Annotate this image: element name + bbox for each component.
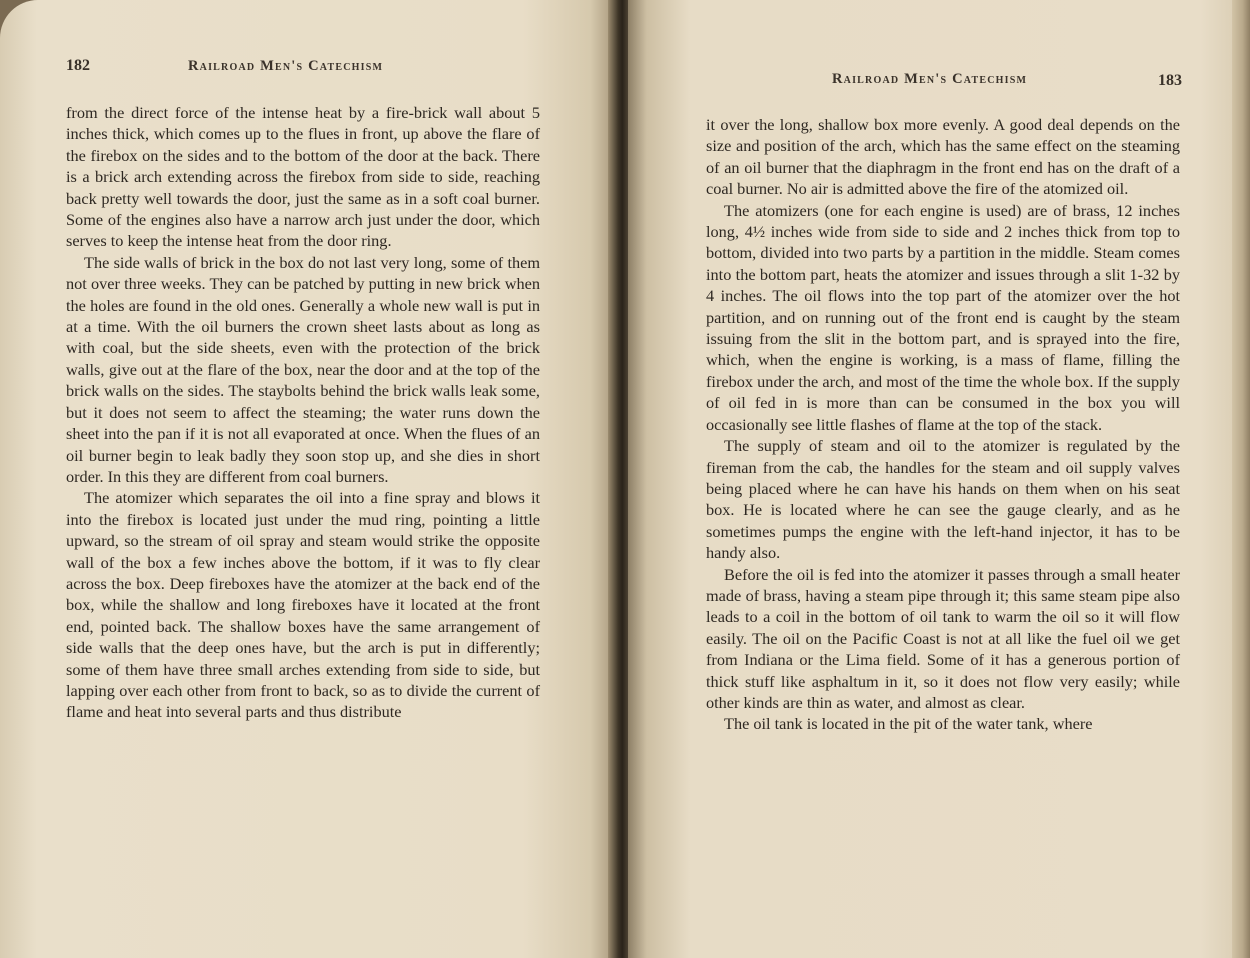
paragraph: it over the long, shallow box more evenly. A good deal depends on the size and position of the arch, which has the same effect on the steaming of an oil burner that the diaphragm in the front end has on the draft of a coal burner. No air is admitted above the fire of the atomized oil. (706, 115, 1180, 199)
page-edge (1232, 0, 1250, 958)
left-page (0, 0, 615, 958)
body-text (66, 102, 540, 723)
paragraph: Before the oil is fed into the atomizer it passes through a small heater made of brass, having a steam pipe through it; this same steam pipe also leads to a coil in the bottom of oil tank to warm the oil so it will flow easily. The oil on the Pacific Coast is not at all like the fuel oil we get from Indiana or the Lima field. Some of it has a generous portion of thick stuff like asphaltum in it, so it does not flow very easily; while other kinds are thin as water, and almost as clear. (706, 564, 1180, 712)
body-text (706, 114, 1180, 735)
paragraph: The supply of steam and oil to the atomizer is regulated by the fireman from the cab, the handles for the steam and oil supply valves being placed where he can have his hands on them when on his seat box. He is located where he can see the gauge clearly, and as he sometimes pumps the engine with the left-hand injector, it has to be handy also. (706, 436, 1180, 563)
right-page (628, 0, 1250, 958)
page-number: 183 (1158, 72, 1182, 89)
paragraph: The oil tank is located in the pit of the water tank, where (724, 714, 1093, 734)
paragraph: The side walls of brick in the box do not last very long, some of them not over three weeks. They can be patched by putting in new brick when the holes are found in the old ones. Generally a whole new wall is put in at a time. With the oil burners the crown sheet lasts about as long as with coal, but the side sheets, even with the protection of the brick walls, give out at the flare of the box, near the door and at the top of the brick walls on the sides. The staybolts behind the brick walls leak some, but it does not seem to affect the steaming; the water runs down the sheet into the pan if it is not all evaporated at once. When the flues of an oil burner begin to leak badly they soon stop up, and she dies in short order. In this they are different from coal burners. (66, 252, 540, 486)
paragraph: from the direct force of the intense heat by a fire-brick wall about 5 inches thick, which comes up to the flues in front, up above the flare of the firebox on the sides and to the bottom of the door at the back. There is a brick arch extending across the firebox from side to side, reaching back pretty well towards the door, just the same as in a soft coal burner. Some of the engines also have a narrow arch just under the door, which serves to keep the intense heat from the door ring. (66, 103, 540, 251)
paragraph: The atomizer which separates the oil into a fine spray and blows it into the firebox is located just under the mud ring, pointing a little upward, so the stream of oil spray and steam would strike the opposite wall of the box a few inches above the bottom, if it was to fly clear across the box. Deep fireboxes have the atomizer at the back end of the box, while the shallow and long fireboxes have it located at the front end, pointed back. The shallow boxes have the same arrangement of side walls that the deep ones have, but the arch is put in differently; some of them have three small arches extending from side to side, but lapping over each other from front to back, so as to divide the current of flame and heat into several parts and thus distribute (66, 488, 540, 722)
page-number: 182 (66, 57, 90, 74)
paragraph: The atomizers (one for each engine is used) are of brass, 12 inches long, 4½ inches wide from side to side and 2 inches thick from top to bottom, divided into two parts by a partition in the middle. Steam comes into the bottom part, heats the atomizer and issues through a slit 1-32 by 4 inches. The oil flows into the top part of the atomizer over the hot partition, and on running out of the front end is caught by the steam issuing from the slit in the bottom part, and is sprayed into the fire, which, when the engine is working, is a mass of flame, filling the firebox under the arch, and most of the time the whole box. If the supply of oil fed in is more than can be consumed in the box you will occasionally see little flashes of flame at the top of the stack. (706, 200, 1180, 434)
running-header: Railroad Men's Catechism (832, 71, 1028, 87)
running-header: Railroad Men's Catechism (188, 58, 384, 74)
